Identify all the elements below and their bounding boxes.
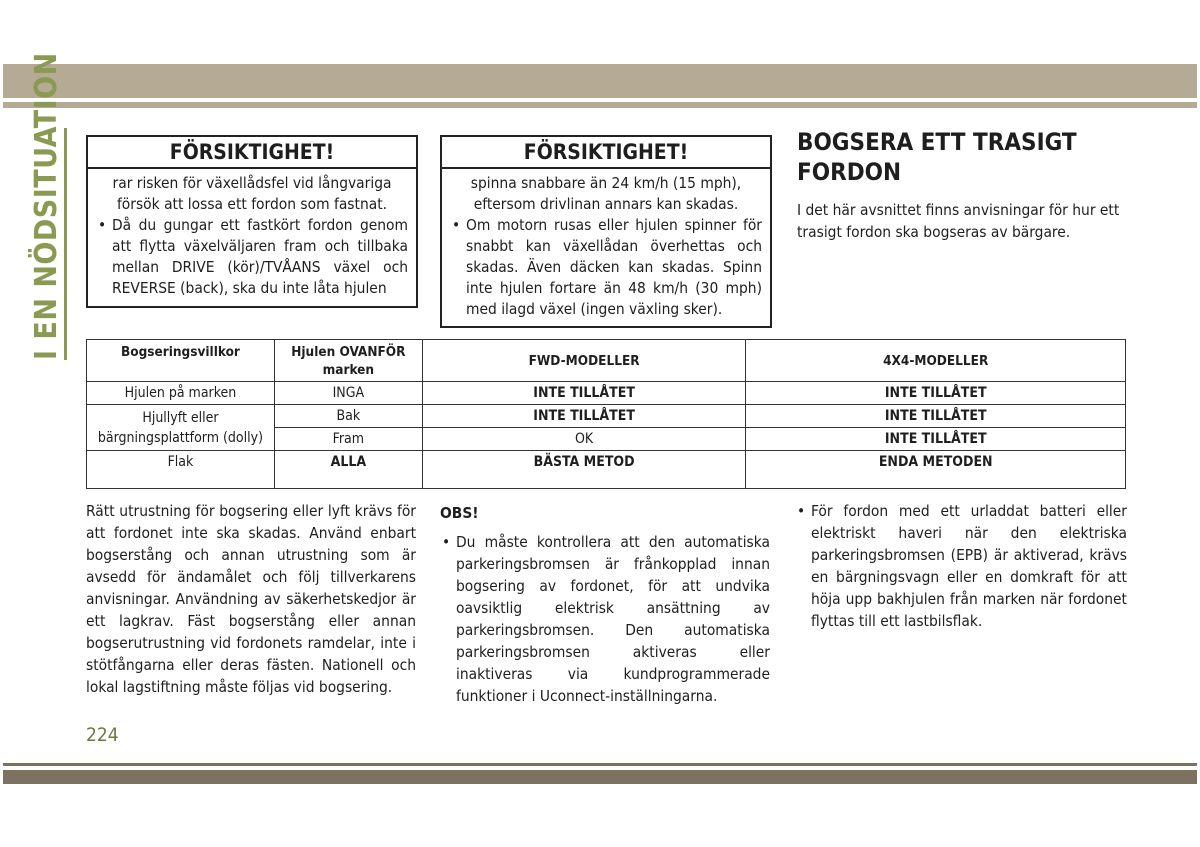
cell-condition: Hjulen på marken bbox=[87, 382, 275, 405]
obs-column bbox=[440, 500, 770, 707]
cell-4x4: INTE TILLÅTET bbox=[746, 405, 1126, 428]
cell-condition: Hjullyft eller bärgningsplattform (dolly) bbox=[87, 405, 275, 451]
cell-4x4: INTE TILLÅTET bbox=[746, 428, 1126, 451]
cell-4x4: ENDA METODEN bbox=[746, 451, 1126, 489]
obs-title: OBS! bbox=[440, 504, 479, 522]
section-label: I EN NÖDSITUATION bbox=[29, 52, 64, 360]
caution-continuation: spinna snabbare än 24 km/h (15 mph), eftersom drivlinan annars kan skadas. bbox=[470, 174, 742, 213]
table-row bbox=[87, 382, 1126, 405]
cell-fwd: OK bbox=[422, 428, 746, 451]
header-rule bbox=[3, 102, 1197, 108]
header-wheels: Hjulen OVANFÖR marken bbox=[274, 340, 422, 382]
caution-bullet: • Då du gungar ett fastkört fordon genom att flytta växelväljaren fram och tillbaka mellan DRIVE (kör)/TVÅANS växel och REVERSE (back), ska du inte låta hjulen bbox=[96, 215, 408, 299]
cell-4x4: INTE TILLÅTET bbox=[746, 382, 1126, 405]
footer-rule bbox=[3, 763, 1197, 766]
cell-fwd: INTE TILLÅTET bbox=[422, 405, 746, 428]
intro-text: I det här avsnittet finns anvisningar för hur ett trasigt fordon ska bogseras av bärgare. bbox=[797, 201, 1120, 241]
table-header-row bbox=[87, 340, 1126, 382]
right-bullet: • För fordon med ett urladdat batteri eller elektriskt haveri när den elektriska parkeringsbromsen (EPB) är aktiverad, krävs en bärgningsvagn eller en domkraft för att höja upp bakhjulen från marken när fordonet flyttas till ett lastbilsflak. bbox=[795, 500, 1127, 632]
cell-fwd: INTE TILLÅTET bbox=[422, 382, 746, 405]
caution-box-right bbox=[440, 135, 772, 328]
cell-wheels: Bak bbox=[274, 405, 422, 428]
header-fwd: FWD-MODELLER bbox=[422, 340, 746, 382]
cell-wheels: ALLA bbox=[274, 451, 422, 489]
section-heading: BOGSERA ETT TRASIGT FORDON bbox=[797, 128, 1077, 186]
page-number: 224 bbox=[86, 724, 119, 746]
caution-title: FÖRSIKTIGHET! bbox=[88, 137, 416, 169]
caution-continuation: rar risken för växellådsfel vid långvariga försök att lossa ett fordon som fastnat. bbox=[112, 174, 392, 213]
obs-bullet: • Du måste kontrollera att den automatiska parkeringsbromsen är frånkopplad innan bogsering av fordonet, för att undvika oavsiktlig elektrisk ansättning av parkeringsbromsen. Den automatiska parkeringsbromsen aktiveras eller inaktiveras via kundprogrammerade funktioner i Uconnect-inställningarna. bbox=[440, 531, 770, 707]
header-band bbox=[3, 64, 1197, 98]
footer-band bbox=[3, 770, 1197, 784]
cell-wheels: INGA bbox=[274, 382, 422, 405]
towing-table bbox=[86, 339, 1126, 489]
table-row bbox=[87, 405, 1126, 428]
header-condition: Bogseringsvillkor bbox=[87, 340, 275, 382]
body-text-left: Rätt utrustning för bogsering eller lyft krävs för att fordonet inte ska skadas. Använd enbart bogserstång och annan utrustning som är avsedd för ändamålet och följ tillverkarens anvisningar. Användning av säkerhetskedjor är ett lagkrav. Fäst bogserstång eller annan bogserutrustning vid fordonets ramdelar, inte i stötfångarna eller deras fästen. Nationell och lokal lagstiftning måste följas vid bogsering. bbox=[86, 502, 416, 696]
caution-title: FÖRSIKTIGHET! bbox=[442, 137, 770, 169]
caution-bullet: • Om motorn rusas eller hjulen spinner för snabbt kan växellådan överhettas och skadas. Även däcken kan skadas. Spinn inte hjulen fortare än 48 km/h (30 mph) med ilagd växel (ingen växling sker). bbox=[450, 215, 762, 320]
cell-condition: Flak bbox=[87, 451, 275, 489]
section-rule bbox=[64, 128, 67, 360]
cell-wheels: Fram bbox=[274, 428, 422, 451]
table-row bbox=[87, 451, 1126, 489]
right-column bbox=[795, 500, 1127, 632]
caution-box-left bbox=[86, 135, 418, 308]
header-4x4: 4X4-MODELLER bbox=[746, 340, 1126, 382]
cell-fwd: BÄSTA METOD bbox=[422, 451, 746, 489]
